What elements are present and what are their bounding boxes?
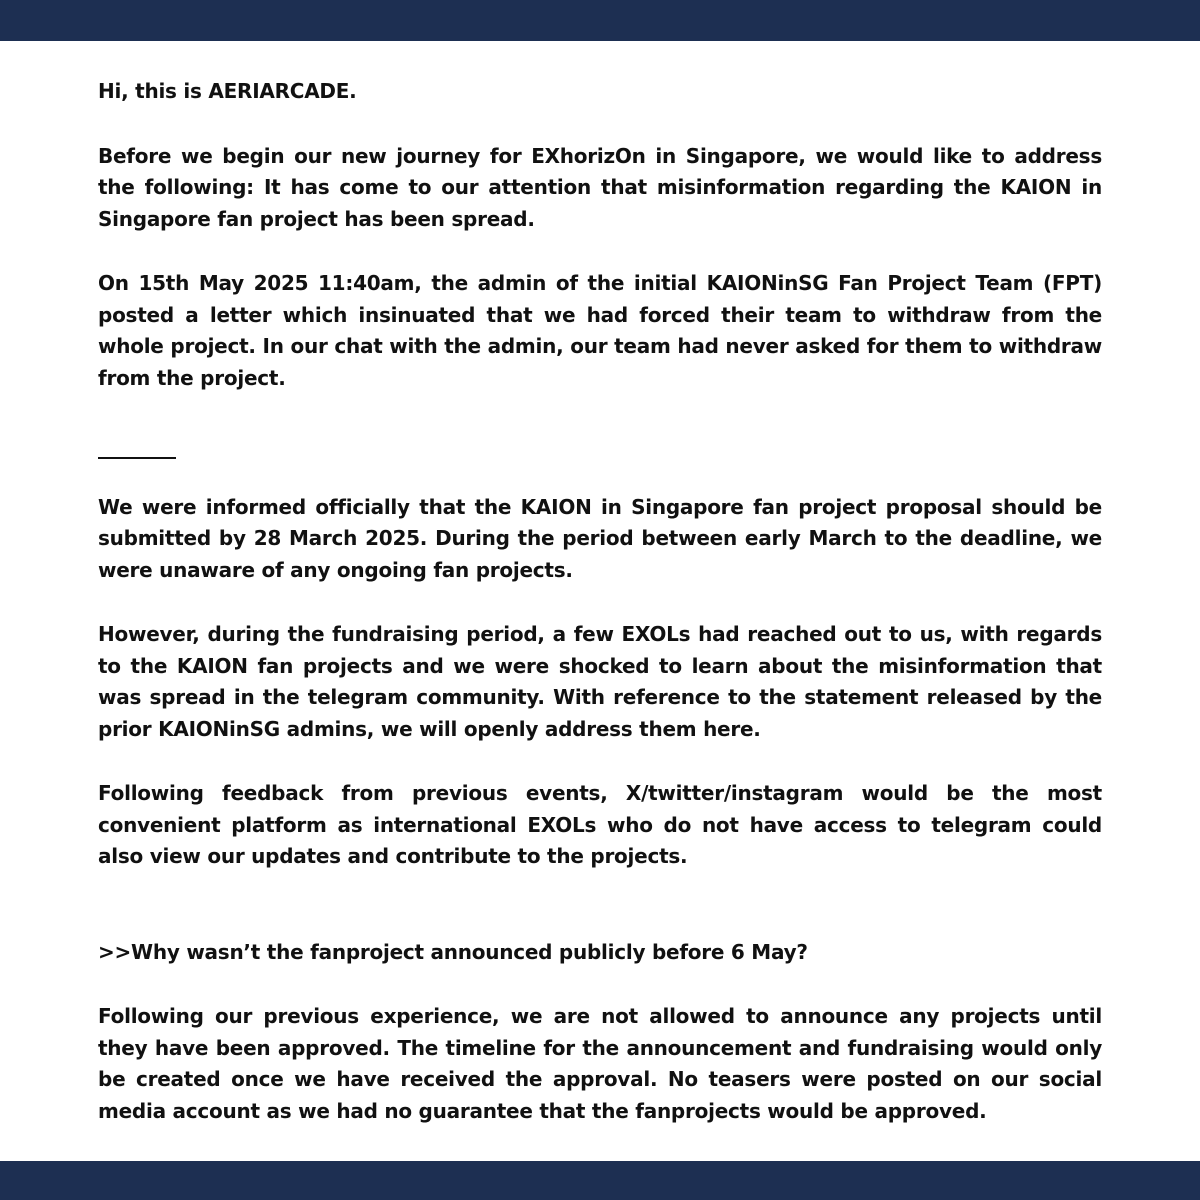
question-heading: >>Why wasn’t the fanproject announced publicly before 6 May? bbox=[98, 939, 808, 964]
answer-paragraph: Following our previous experience, we are not allowed to announce any projects until they have been approved. The timeline for the announcement and fundraising would only be created once we have received the approval. No teasers were posted on our social media account as we had no guarantee that the fanprojects would be approved. bbox=[98, 1004, 1102, 1123]
bottom-banner bbox=[0, 1161, 1200, 1200]
letter-paragraph: On 15th May 2025 11:40am, the admin of the initial KAIONinSG Fan Project Team (FPT) posted a letter which insinuated that we had forced their team to withdraw from the whole project. In our chat with the admin, our team had never asked for them to withdraw from the project. bbox=[98, 271, 1102, 390]
informed-paragraph: We were informed officially that the KAION in Singapore fan project proposal should be submitted by 28 March 2025. During the period between early March to the deadline, we were unaware of any ongoing fan projects. bbox=[98, 494, 1102, 582]
fundraising-paragraph: However, during the fundraising period, a few EXOLs had reached out to us, with regards to the KAION fan projects and we were shocked to learn about the misinformation that was spread in the telegram community. With reference to the statement released by the prior KAIONinSG admins, we will openly address them here. bbox=[98, 622, 1102, 741]
intro-paragraph: Before we begin our new journey for EXhorizOn in Singapore, we would like to address the following: It has come to our attention that misinformation regarding the KAION in Singapore fan project has been spread. bbox=[98, 143, 1102, 231]
top-banner bbox=[0, 0, 1200, 41]
statement-body bbox=[98, 76, 1102, 1127]
divider-line bbox=[98, 457, 176, 459]
section-divider bbox=[98, 427, 1102, 459]
platform-paragraph: Following feedback from previous events, X/twitter/instagram would be the most convenient platform as international EXOLs who do not have access to telegram could also view our updates and contribute to the projects. bbox=[98, 781, 1102, 868]
greeting-text: Hi, this is AERIARCADE. bbox=[98, 79, 357, 103]
